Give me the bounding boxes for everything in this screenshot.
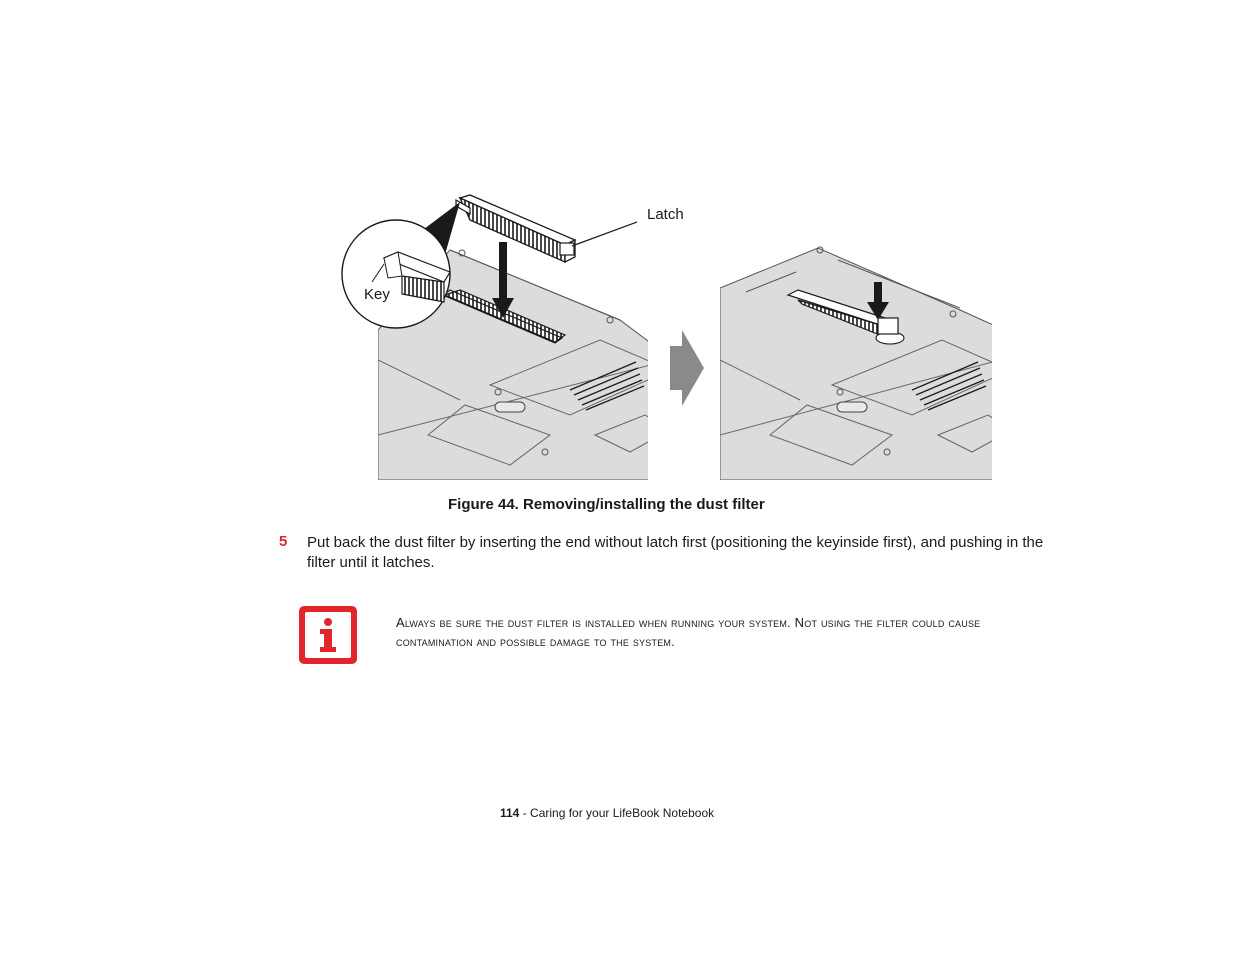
page-number: 114 [500, 806, 520, 820]
latch-label: Latch [647, 206, 684, 223]
laptop-bottom-right [720, 247, 1000, 480]
dust-filter-figure [340, 190, 1000, 485]
latch-leader-line [572, 222, 637, 246]
caution-note: Always be sure the dust filter is installed when running your system. Not using the filter could cause contamination and possible damage to the system. [396, 615, 981, 649]
footer-title: - Caring for your LifeBook Notebook [519, 806, 715, 820]
info-icon [296, 603, 360, 667]
dust-filter-part [456, 195, 575, 262]
figure-caption: Figure 44. Removing/installing the dust filter [448, 496, 765, 513]
step-number: 5 [279, 533, 288, 550]
key-label: Key [364, 286, 390, 303]
right-arrow-icon [670, 330, 704, 406]
page-footer [500, 806, 714, 820]
step-text: Put back the dust filter by inserting the end without latch first (positioning the keyinside first), and pushing in the filter until it latches. [307, 534, 1044, 571]
